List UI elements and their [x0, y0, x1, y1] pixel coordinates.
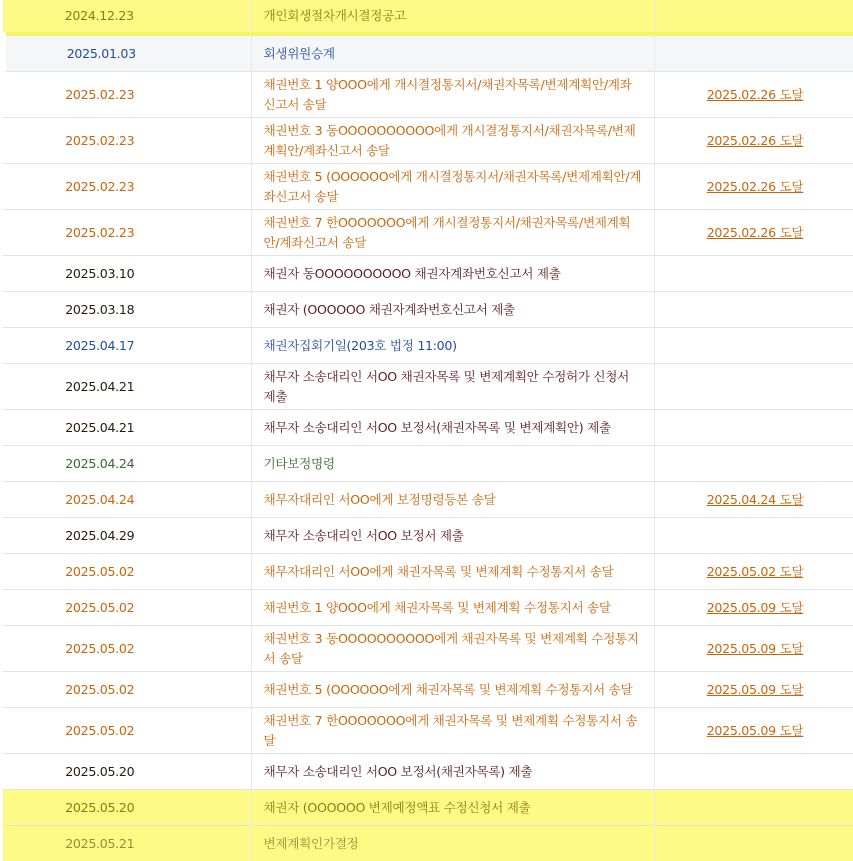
row-content: 채권번호 5 (OOOOOO에게 채권자목록 및 변제계획 수정통지서 송달 [251, 672, 654, 708]
row-date: 2025.04.21 [3, 364, 251, 410]
table-row [3, 672, 853, 708]
row-content: 채무자 소송대리인 서OO 보정서(채권자목록 및 변제계획안) 제출 [251, 410, 654, 446]
row-content: 채무자 소송대리인 서OO 보정서 제출 [251, 518, 654, 554]
row-content: 채권번호 7 한OOOOOOO에게 개시결정통지서/채권자목록/변제계획안/계좌신고서 송달 [251, 210, 654, 256]
table-row [3, 626, 853, 672]
table-row [3, 790, 853, 826]
row-content: 채권번호 1 양OOO에게 채권자목록 및 변제계획 수정통지서 송달 [251, 590, 654, 626]
table-row [3, 34, 853, 72]
table-row [3, 118, 853, 164]
row-date: 2024.12.23 [3, 0, 251, 34]
row-content: 기타보정명령 [251, 446, 654, 482]
table-row [3, 0, 853, 34]
row-result [654, 826, 853, 861]
row-date: 2025.04.24 [3, 482, 251, 518]
table-row [3, 292, 853, 328]
row-result [654, 790, 853, 826]
row-date: 2025.05.02 [3, 590, 251, 626]
row-content: 채권번호 7 한OOOOOOO에게 채권자목록 및 변제계획 수정통지서 송달 [251, 708, 654, 754]
row-date: 2025.03.18 [3, 292, 251, 328]
delivery-link[interactable]: 2025.05.09 도달 [654, 626, 853, 672]
table-row [3, 256, 853, 292]
row-content: 개인회생절차개시결정공고 [251, 0, 654, 34]
delivery-link[interactable]: 2025.02.26 도달 [654, 164, 853, 210]
table-row [3, 210, 853, 256]
table-row [3, 164, 853, 210]
row-result [654, 518, 853, 554]
table-row [3, 482, 853, 518]
table-row [3, 72, 853, 118]
row-content: 채무자대리인 서OO에게 보정명령등본 송달 [251, 482, 654, 518]
delivery-link[interactable]: 2025.05.09 도달 [654, 672, 853, 708]
delivery-link[interactable]: 2025.02.26 도달 [654, 210, 853, 256]
row-content: 채무자 소송대리인 서OO 보정서(채권자목록) 제출 [251, 754, 654, 790]
row-content: 채권자집회기일(203호 법정 11:00) [251, 328, 654, 364]
row-content: 채권자 동OOOOOOOOOO 채권자계좌번호신고서 제출 [251, 256, 654, 292]
row-content: 채권번호 3 동OOOOOOOOOO에게 개시결정통지서/채권자목록/변제계획안/계좌신고서 송달 [251, 118, 654, 164]
row-result [654, 292, 853, 328]
table-row [3, 446, 853, 482]
row-date: 2025.05.02 [3, 626, 251, 672]
table-row [3, 708, 853, 754]
row-result [654, 256, 853, 292]
delivery-link[interactable]: 2025.02.26 도달 [654, 72, 853, 118]
row-content: 채권번호 1 양OOO에게 개시결정통지서/채권자목록/변제계획안/계좌신고서 송달 [251, 72, 654, 118]
row-content: 회생위원승계 [251, 34, 654, 72]
row-content: 채권번호 5 (OOOOOO에게 개시결정통지서/채권자목록/변제계획안/계좌신고서 송달 [251, 164, 654, 210]
row-content: 채권자 (OOOOOO 변제예정액표 수정신청서 제출 [251, 790, 654, 826]
row-date: 2025.05.02 [3, 672, 251, 708]
row-date: 2025.01.03 [3, 34, 251, 72]
row-result [654, 328, 853, 364]
row-result [654, 34, 853, 72]
row-content: 채무자대리인 서OO에게 채권자목록 및 변제계획 수정통지서 송달 [251, 554, 654, 590]
row-result [654, 364, 853, 410]
row-date: 2025.05.02 [3, 554, 251, 590]
table-row [3, 826, 853, 861]
table-row [3, 754, 853, 790]
row-date: 2025.02.23 [3, 164, 251, 210]
row-date: 2025.05.20 [3, 754, 251, 790]
delivery-link[interactable]: 2025.05.09 도달 [654, 708, 853, 754]
row-result [654, 0, 853, 34]
delivery-link[interactable]: 2025.02.26 도달 [654, 118, 853, 164]
row-result [654, 754, 853, 790]
row-date: 2025.05.02 [3, 708, 251, 754]
table-row [3, 410, 853, 446]
row-date: 2025.05.21 [3, 826, 251, 861]
table-row [3, 328, 853, 364]
delivery-link[interactable]: 2025.05.09 도달 [654, 590, 853, 626]
delivery-link[interactable]: 2025.05.02 도달 [654, 554, 853, 590]
table-row [3, 518, 853, 554]
progress-table-body [3, 0, 853, 861]
row-result [654, 446, 853, 482]
row-content: 채무자 소송대리인 서OO 채권자목록 및 변제계획안 수정허가 신청서 제출 [251, 364, 654, 410]
table-row [3, 364, 853, 410]
row-date: 2025.02.23 [3, 118, 251, 164]
table-row [3, 554, 853, 590]
row-result [654, 410, 853, 446]
row-date: 2025.03.10 [3, 256, 251, 292]
row-date: 2025.04.29 [3, 518, 251, 554]
row-date: 2025.05.20 [3, 790, 251, 826]
row-content: 변제계획인가결정 [251, 826, 654, 861]
row-date: 2025.04.24 [3, 446, 251, 482]
row-date: 2025.02.23 [3, 210, 251, 256]
table-row [3, 590, 853, 626]
row-date: 2025.04.21 [3, 410, 251, 446]
row-date: 2025.04.17 [3, 328, 251, 364]
delivery-link[interactable]: 2025.04.24 도달 [654, 482, 853, 518]
row-content: 채권번호 3 동OOOOOOOOOO에게 채권자목록 및 변제계획 수정통지서 송달 [251, 626, 654, 672]
row-date: 2025.02.23 [3, 72, 251, 118]
row-content: 채권자 (OOOOOO 채권자계좌번호신고서 제출 [251, 292, 654, 328]
